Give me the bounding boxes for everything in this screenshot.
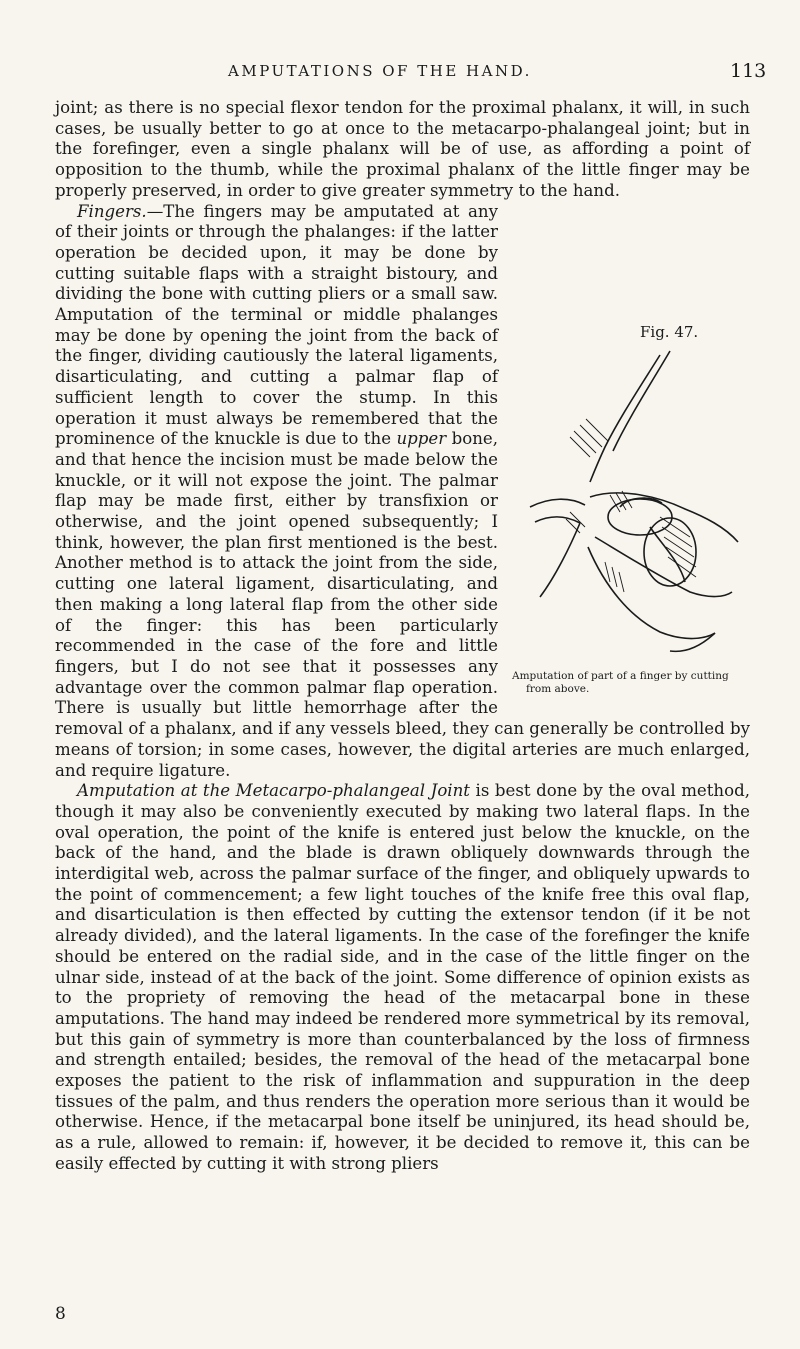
caption-line-1: Amputation of part of a finger by cutting <box>512 669 729 682</box>
figure-47 <box>510 202 750 716</box>
figure-caption <box>512 670 750 696</box>
section-lead-fingers: Fingers. <box>77 201 147 221</box>
page-header <box>0 62 800 92</box>
caption-line-2: from above. <box>526 682 590 695</box>
page-number: 113 <box>730 60 767 82</box>
paragraph-2-text: —The fingers may be amputated at any of their joints or through the phalanges: if the latter operation be decided upon, it may be done by cutting suitable flaps with a straight bistoury, and dividing the bone with cutting pliers or a small saw. Amputation of the terminal or middle phalanges may be done by opening the joint from the back of the finger, dividing cautiously the lateral ligaments, disarticulating, and cutting a palmar flap of sufficient length to cover the stump. In this operation it must always be remembered that the prominence of the knuckle is due to the <box>55 201 498 449</box>
paragraph-2-text-cont: bone, and that hence the incision must be made below the knuckle, or it will not expose the joint. The palmar flap may be made first, either by transfixion or otherwise, and the joint opened subsequently; I think, however, the plan first mentioned is the best. Another method is to attack the joint from the side, cutting one lateral ligament, disarticulating, and then making a long lateral flap from the other side of the finger: this has been particularly recommended in the case of the fore and little fingers, but I do not see that it possesses any advantage over the common palmar flap operation. There is usually but little hemorrhage after the removal of a phalanx, and if any vessels bleed, they can generally be controlled by means of torsion; in some cases, however, the digital arteries are much enlarged, and require ligature. <box>55 429 750 780</box>
emphasis-upper: upper <box>396 429 447 449</box>
finger-amputation-illustration <box>510 347 750 667</box>
paragraph-3 <box>55 781 750 1174</box>
running-head: AMPUTATIONS OF THE HAND. <box>228 62 532 80</box>
paragraph-1: joint; as there is no special flexor tendon for the proximal phalanx, it will, in such cases, be usually better to go at once to the metacarpo-phalangeal joint; but in the forefinger, even a single phalanx will be of use, as affording a point of opposition to the thumb, while the proximal phalanx of the little finger may be properly preserved, in order to give greater symmetry to the hand. <box>55 98 750 200</box>
paragraph-3-text: is best done by the oval method, though it may also be conveniently executed by making two lateral flaps. In the oval operation, the point of the knife is entered just below the knuckle, on the back of the hand, and the blade is drawn obliquely downwards through the interdigital web, across the palmar surface of the finger, and obliquely upwards to the point of commencement; a few light touches of the knife free this oval flap, and disarticulation is then effected by cutting the extensor tendon (if it be not already divided), and the lateral ligaments. In the case of the forefinger the knife should be entered on the radial side, and in the case of the little finger on the ulnar side, instead of at the back of the joint. Some difference of opinion exists as to the propriety of removing the head of the metacarpal bone in these amputations. The hand may indeed be rendered more symmetrical by its removal, but this gain of symmetry is more than counterbalanced by the loss of firmness and strength entailed; besides, the removal of the head of the metacarpal bone exposes the patient to the risk of inflammation and suppuration in the deep tissues of the palm, and thus renders the operation more serious than it would be otherwise. Hence, if the metacarpal bone itself be uninjured, its head should be, as a rule, allowed to remain: if, however, it be decided to remove it, this can be easily effected by cutting it with strong pliers <box>55 781 750 1173</box>
signature-mark: 8 <box>55 1304 66 1324</box>
body-text <box>55 98 750 1175</box>
section-lead-metacarpo: Amputation at the Metacarpo-phalangeal Joint <box>77 781 470 801</box>
figure-label: Fig. 47. <box>640 322 699 341</box>
